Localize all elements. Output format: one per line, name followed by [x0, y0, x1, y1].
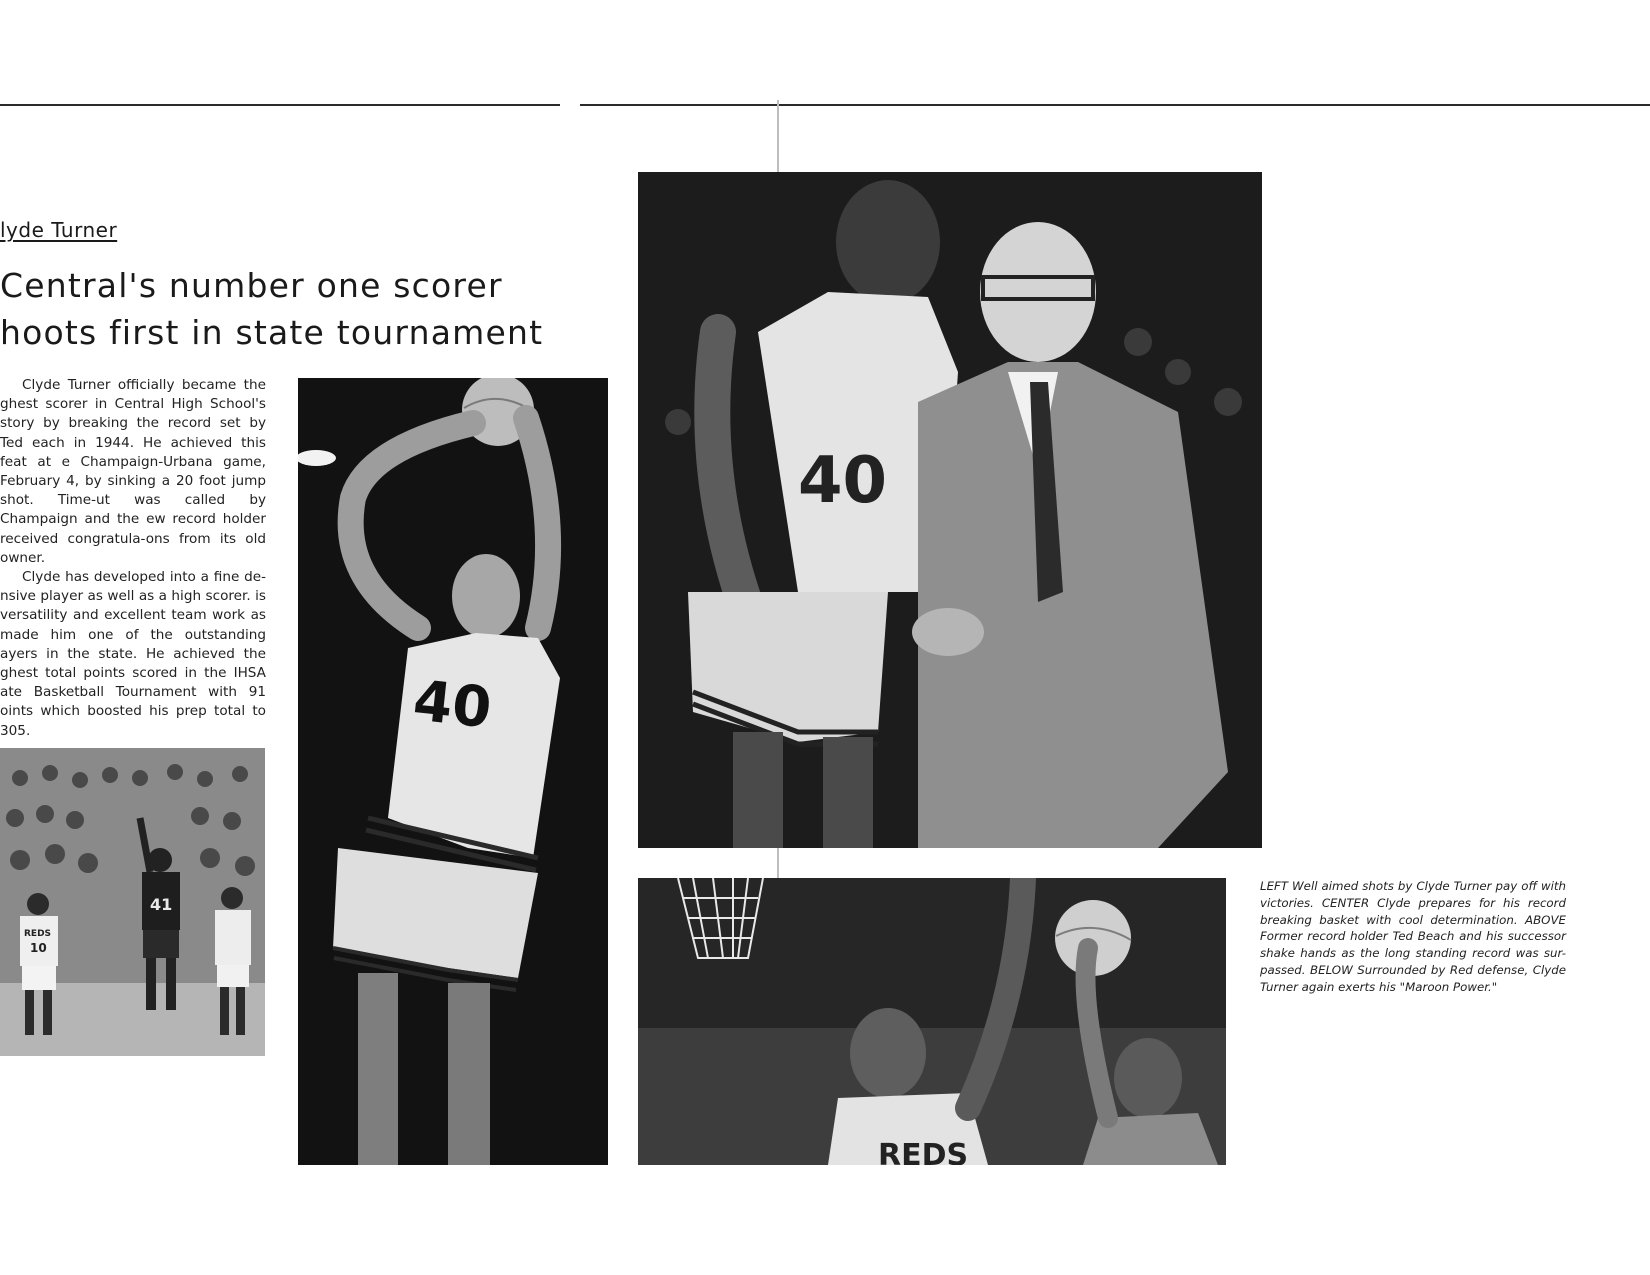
paragraph-2: Clyde has developed into a fine de-nsive player as well as a high scorer. is versatility and excellent team work as made him one of the outstanding ayers in the state. He achieved the ghest total points scored in the IHSA ate Basketball Tournament with 91 oints which boosted his prep total to 305.	[0, 569, 266, 739]
paragraph-1: Clyde Turner officially became the ghest scorer in Central High School's story by breaking the record set by Ted each in 1944. He achieved this feat at e Champaign-Urbana game, February 4, by sinking a 20 foot jump shot. Time-ut was called by Champaign and the ew record holder received congratula-ons from its old owner.	[0, 377, 266, 566]
headline-line-2: hoots first in state tournament	[0, 313, 544, 352]
article-body	[0, 376, 266, 741]
top-rule-left	[0, 104, 560, 106]
article-kicker: lyde Turner	[0, 218, 118, 242]
photo-under-basket	[638, 878, 1226, 1165]
jersey-reds-below: REDS	[878, 1138, 969, 1165]
jersey-10: 10	[30, 941, 47, 955]
jersey-reds-left: REDS	[24, 929, 52, 939]
top-rule-right	[580, 104, 1650, 106]
photo-handshake	[638, 172, 1262, 848]
jersey-40-center: 40	[410, 668, 495, 742]
photo-caption: LEFT Well aimed shots by Clyde Turner pay off with victories. CENTER Clyde prepares for his record breaking basket with cool determination. ABOVE Former record holder Ted Beach and his successor shake hands as the long standing record was sur-passed. BELOW Surrounded by Red defense, Clyde Turner again exerts his "Maroon Power."	[1260, 879, 1566, 994]
jersey-41: 41	[150, 895, 173, 914]
headline-line-1: Central's number one scorer	[0, 266, 503, 305]
photo-jump-shot	[298, 378, 608, 1165]
photo-game-crowd	[0, 748, 265, 1056]
jersey-40-above: 40	[798, 444, 888, 518]
